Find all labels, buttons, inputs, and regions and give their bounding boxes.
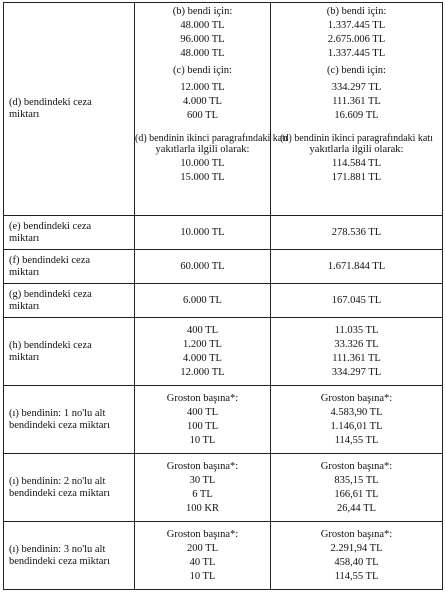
result-cell — [271, 284, 443, 318]
result-cell — [271, 454, 443, 522]
result-line: Groston başına*: — [320, 529, 393, 540]
row-label-line: miktarı — [9, 109, 40, 120]
result-line: 167.045 TL — [331, 295, 382, 306]
row-label-line: miktarı — [9, 232, 40, 244]
table-row — [4, 318, 443, 386]
amount-cell — [135, 522, 271, 590]
result-line: 334.297 TL — [331, 82, 382, 93]
amount-line: 400 TL — [186, 407, 218, 418]
result-line: Groston başına*: — [320, 461, 393, 472]
row-label-line: (ı) bendinin: 2 no'lu alt — [9, 475, 106, 487]
result-line: 114.584 TL — [332, 158, 381, 169]
result-line: 1.146,01 TL — [330, 421, 383, 432]
amount-line: 4.000 TL — [183, 353, 222, 364]
table-row — [4, 284, 443, 318]
row-label-line: bendindeki ceza miktarı — [9, 555, 110, 567]
amount-line: Groston başına*: — [166, 393, 239, 404]
result-line: 458,40 TL — [334, 557, 379, 568]
row-label — [4, 318, 135, 386]
amount-cell — [135, 216, 271, 250]
row-label — [4, 216, 135, 250]
row-label — [4, 250, 135, 284]
result-line: 4.583,90 TL — [330, 407, 383, 418]
row-label-line: (g) bendindeki ceza — [9, 288, 92, 300]
table-row — [4, 522, 443, 590]
row-label-line: bendindeki ceza miktarı — [9, 419, 110, 431]
row-label-line: (e) bendindeki ceza — [9, 220, 92, 232]
row-label-line: bendindeki ceza miktarı — [9, 487, 110, 499]
amount-line: (c) bendi için: — [173, 65, 232, 76]
result-line: (d) bendinin ikinci paragrafındaki katı — [280, 133, 433, 144]
result-line: 1.337.445 TL — [327, 20, 386, 31]
row-label — [4, 386, 135, 454]
fine-amounts-table — [3, 2, 443, 590]
amount-line: 400 TL — [186, 325, 218, 336]
amount-line: 6 TL — [192, 489, 213, 500]
result-line: 111.361 TL — [332, 353, 381, 364]
result-cell — [271, 250, 443, 284]
amount-line: 600 TL — [186, 110, 218, 121]
result-line: 835,15 TL — [334, 475, 379, 486]
result-line: 16.609 TL — [334, 110, 379, 121]
row-label-line: miktarı — [9, 266, 40, 278]
result-line: 2.675.006 TL — [327, 34, 386, 45]
amount-line: (b) bendi için: — [172, 6, 233, 17]
row-label-line: miktarı — [9, 300, 40, 312]
amount-line: 15.000 TL — [180, 172, 225, 183]
row-label-line: (h) bendindeki ceza — [9, 339, 92, 351]
amount-line: 4.000 TL — [183, 96, 222, 107]
amount-cell — [135, 386, 271, 454]
amount-cell — [135, 3, 288, 216]
amount-line: 10.000 TL — [180, 227, 225, 238]
amount-line: 30 TL — [189, 475, 216, 486]
table-row — [4, 250, 443, 284]
amount-line: 10 TL — [189, 435, 216, 446]
amount-line: yakıtlarla ilgili olarak: — [155, 144, 250, 155]
result-cell — [271, 522, 443, 590]
row-label-line: miktarı — [9, 351, 40, 363]
table-row — [4, 386, 443, 454]
amount-line: 96.000 TL — [180, 34, 225, 45]
row-label-line: (ı) bendinin: 3 no'lu alt — [9, 543, 106, 555]
amount-line: 48.000 TL — [180, 48, 225, 59]
table-row — [4, 3, 443, 216]
amount-line: 40 TL — [189, 557, 216, 568]
amount-line: 12.000 TL — [180, 82, 225, 93]
amount-line: 100 KR — [186, 503, 219, 514]
amount-cell — [135, 318, 271, 386]
amount-line: 1.200 TL — [183, 339, 222, 350]
amount-line: 48.000 TL — [180, 20, 225, 31]
result-cell — [271, 386, 443, 454]
result-line: (c) bendi için: — [327, 65, 386, 76]
row-label — [4, 522, 135, 590]
result-line: 334.297 TL — [331, 367, 382, 378]
result-cell — [271, 216, 443, 250]
amount-line: 100 TL — [186, 421, 218, 432]
result-line: 33.326 TL — [334, 339, 379, 350]
row-label — [4, 3, 135, 216]
amount-cell — [135, 250, 271, 284]
result-line: 2.291,94 TL — [330, 543, 383, 554]
amount-line: (d) bendinin ikinci paragrafındaki katı — [135, 133, 288, 144]
result-line: 1.671.844 TL — [327, 261, 386, 272]
amount-line: 200 TL — [186, 543, 218, 554]
amount-cell — [135, 454, 271, 522]
result-line: 26,44 TL — [337, 503, 376, 514]
result-line: 114,55 TL — [334, 571, 379, 582]
amount-line: 12.000 TL — [180, 367, 225, 378]
table-row — [4, 454, 443, 522]
result-line: yakıtlarla ilgili olarak: — [309, 144, 404, 155]
amount-line: 10.000 TL — [180, 158, 225, 169]
row-label — [4, 284, 135, 318]
amount-line: 10 TL — [189, 571, 216, 582]
result-line: (b) bendi için: — [326, 6, 387, 17]
amount-line: 60.000 TL — [180, 261, 225, 272]
result-line: 11.035 TL — [334, 325, 379, 336]
result-line: 111.361 TL — [332, 96, 381, 107]
result-line: Groston başına*: — [320, 393, 393, 404]
row-label-line: (d) bendindeki ceza — [9, 97, 92, 108]
table-row — [4, 216, 443, 250]
row-label-line: (ı) bendinin: 1 no'lu alt — [9, 407, 106, 419]
result-line: 1.337.445 TL — [327, 48, 386, 59]
result-line: 166,61 TL — [334, 489, 379, 500]
row-label — [4, 454, 135, 522]
result-cell — [271, 318, 443, 386]
amount-line: Groston başına*: — [166, 529, 239, 540]
result-cell — [271, 3, 443, 216]
row-label-line: (f) bendindeki ceza — [9, 254, 91, 266]
result-line: 171.881 TL — [331, 172, 382, 183]
amount-line: 6.000 TL — [183, 295, 222, 306]
amount-line: Groston başına*: — [166, 461, 239, 472]
result-line: 278.536 TL — [331, 227, 382, 238]
amount-cell — [135, 284, 271, 318]
result-line: 114,55 TL — [334, 435, 379, 446]
